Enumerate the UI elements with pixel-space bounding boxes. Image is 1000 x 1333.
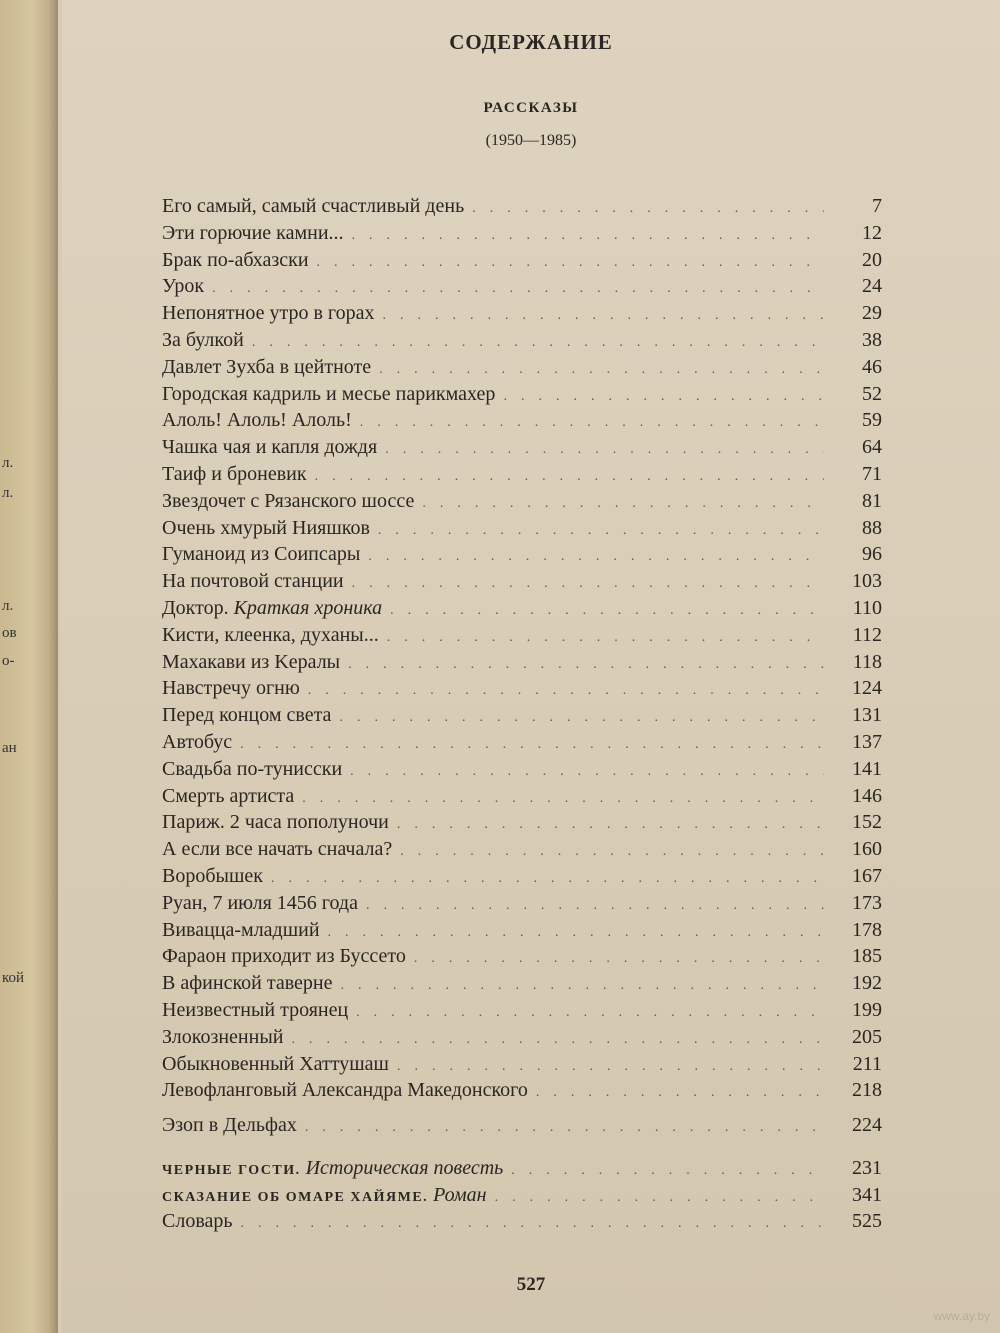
leader-dots <box>383 308 825 324</box>
entry-page-number: 341 <box>852 1183 882 1206</box>
entry-title: Левофланговый Александра Македонского <box>162 1079 528 1102</box>
entry-page-number: 12 <box>862 221 882 244</box>
leader-dots <box>379 362 824 378</box>
toc-entry-row <box>162 329 882 356</box>
toc-section-row <box>162 1184 882 1211</box>
leader-dots <box>302 791 824 807</box>
toc-entry-row <box>162 1026 882 1053</box>
entry-title: Гуманоид из Соипсары <box>162 543 361 566</box>
toc-entry-row <box>162 785 882 812</box>
leader-dots <box>397 1059 824 1075</box>
entry-page-number: 29 <box>862 302 882 325</box>
entry-page-number: 124 <box>852 677 882 700</box>
leader-dots <box>348 657 824 673</box>
leader-dots <box>352 576 824 592</box>
entry-title: На почтовой станции <box>162 570 344 593</box>
leader-dots <box>390 603 824 619</box>
entry-page-number: 211 <box>852 1052 882 1075</box>
toc-entry-row <box>162 490 882 517</box>
facing-page-fragment: ан <box>2 740 17 756</box>
section-heading: РАССКАЗЫ <box>483 100 579 116</box>
entry-page-number: 20 <box>862 248 882 271</box>
leader-dots <box>341 978 824 994</box>
toc-section-row <box>162 1157 882 1184</box>
leader-dots <box>291 1032 824 1048</box>
entry-page-number: 24 <box>862 275 882 298</box>
entry-page-number: 137 <box>852 730 882 753</box>
entry-page-number: 38 <box>862 328 882 351</box>
toc-entry-row <box>162 651 882 678</box>
leader-dots <box>241 1216 825 1232</box>
entry-title: Смерть артиста <box>162 784 295 807</box>
leader-dots <box>400 844 824 860</box>
entry-page-number: 192 <box>852 972 882 995</box>
entry-title: Городская кадриль и месье парикмахер <box>162 382 496 405</box>
entry-page-number: 64 <box>862 436 882 459</box>
entry-page-number: 110 <box>852 596 882 619</box>
leader-dots <box>472 201 824 217</box>
toc-page <box>62 0 1000 1333</box>
toc-entry-row <box>162 1114 882 1141</box>
toc-entry-row <box>162 195 882 222</box>
leader-dots <box>360 415 824 431</box>
entry-page-number: 224 <box>852 1114 882 1137</box>
entry-page-number: 96 <box>862 543 882 566</box>
entry-title: Звездочет с Рязанского шоссе <box>162 489 415 512</box>
entry-title: Очень хмурый Нияшков <box>162 516 370 539</box>
entry-page-number: 167 <box>852 864 882 887</box>
entry-page-number: 205 <box>852 1025 882 1048</box>
entry-page-number: 71 <box>862 462 882 485</box>
toc-entry-row <box>162 463 882 490</box>
facing-page-fragment: л. <box>2 455 14 471</box>
toc-entry-row <box>162 302 882 329</box>
table-of-contents <box>162 195 882 1237</box>
leader-dots <box>385 442 824 458</box>
leader-dots <box>495 1190 824 1206</box>
toc-entry-row <box>162 865 882 892</box>
entry-title: Давлет Зухба в цейтноте <box>162 355 372 378</box>
leader-dots <box>511 1163 824 1179</box>
toc-entry-row <box>162 517 882 544</box>
entry-page-number: 141 <box>852 757 882 780</box>
leader-dots <box>339 710 824 726</box>
facing-page-fragment: о- <box>2 653 15 669</box>
entry-title: В афинской таверне <box>162 972 333 995</box>
entry-title: Кисти, клеенка, духаны... <box>162 623 379 646</box>
toc-entry-row <box>162 945 882 972</box>
entry-title: Виваццa-младший <box>162 918 320 941</box>
entry-page-number: 118 <box>852 650 882 673</box>
entry-title: Чашка чая и капля дождя <box>162 436 378 459</box>
entry-title: Париж. 2 часа пополуночи <box>162 811 389 834</box>
leader-dots <box>240 737 824 753</box>
entry-subtitle: Историческая повесть <box>305 1156 504 1179</box>
leader-dots <box>356 1005 824 1021</box>
leader-dots <box>252 335 824 351</box>
entry-title: Брак по-абхазски <box>162 248 309 271</box>
toc-entry-row <box>162 436 882 463</box>
leader-dots <box>308 683 824 699</box>
entry-title: Урок <box>162 275 205 298</box>
entry-page-number: 112 <box>852 623 882 646</box>
toc-entry-row <box>162 972 882 999</box>
toc-entry-row <box>162 543 882 570</box>
entry-title: Воробышек <box>162 864 263 887</box>
entry-title: А если все начать сначала? <box>162 838 393 861</box>
entry-page-number: 525 <box>852 1210 882 1233</box>
section-years: (1950—1985) <box>485 132 577 149</box>
watermark: www.ay.by <box>933 1309 990 1323</box>
leader-dots <box>305 1120 824 1136</box>
toc-entry-row <box>162 597 882 624</box>
toc-entry-row <box>162 624 882 651</box>
entry-page-number: 199 <box>852 998 882 1021</box>
entry-page-number: 88 <box>862 516 882 539</box>
entry-page-number: 178 <box>852 918 882 941</box>
entry-title: Его самый, самый счастливый день <box>162 195 465 217</box>
entry-title: Навстречу огню <box>162 677 300 700</box>
entry-title: Неизвестный троянец <box>162 998 349 1021</box>
leader-dots <box>328 925 824 941</box>
toc-entry-row <box>162 811 882 838</box>
entry-title: Словарь <box>162 1210 233 1233</box>
leader-dots <box>366 898 824 914</box>
leader-dots <box>503 389 824 405</box>
toc-entry-row <box>162 1053 882 1080</box>
entry-title: Свадьба по-тунисски <box>162 757 343 780</box>
entry-title: Эзоп в Дельфах <box>162 1114 297 1137</box>
leader-dots <box>397 817 824 833</box>
entry-page-number: 218 <box>852 1079 882 1102</box>
toc-section-row <box>162 1210 882 1237</box>
entry-page-number: 7 <box>872 195 882 217</box>
leader-dots <box>422 496 824 512</box>
leader-dots <box>317 255 824 271</box>
toc-entry-row <box>162 570 882 597</box>
entry-page-number: 52 <box>862 382 882 405</box>
facing-page-fragment: кой <box>2 970 25 986</box>
entry-title: Злокозненный <box>162 1025 284 1048</box>
toc-entry-row <box>162 677 882 704</box>
toc-entry-row <box>162 838 882 865</box>
page-title: СОДЕРЖАНИЕ <box>449 30 613 54</box>
toc-entry-row <box>162 999 882 1026</box>
toc-entry-row <box>162 249 882 276</box>
facing-page-fragment: ов <box>2 625 17 641</box>
entry-page-number: 152 <box>852 811 882 834</box>
toc-entry-row <box>162 892 882 919</box>
entry-title: ЧЕРНЫЕ ГОСТИ. Историческая повесть <box>162 1156 504 1179</box>
toc-entry-row <box>162 356 882 383</box>
entry-page-number: 173 <box>852 891 882 914</box>
entry-title: СКАЗАНИЕ ОБ ОМАРЕ ХАЙЯМЕ. Роман <box>162 1183 487 1206</box>
entry-page-number: 231 <box>852 1156 882 1179</box>
entry-title: Таиф и броневик <box>162 462 307 485</box>
toc-entry-row <box>162 275 882 302</box>
toc-entry-row <box>162 731 882 758</box>
leader-dots <box>536 1085 824 1101</box>
toc-entry-row <box>162 409 882 436</box>
entry-title: Доктор. Краткая хроника <box>162 596 383 619</box>
entry-title: Непонятное утро в горах <box>162 302 375 325</box>
entry-title: За булкой <box>162 328 244 351</box>
toc-entry-row <box>162 222 882 249</box>
leader-dots <box>350 764 824 780</box>
toc-entry-row <box>162 919 882 946</box>
entry-page-number: 160 <box>852 838 882 861</box>
facing-page-fragment: л. <box>2 485 14 501</box>
entry-page-number: 103 <box>852 570 882 593</box>
leader-dots <box>414 951 824 967</box>
leader-dots <box>387 630 824 646</box>
entry-page-number: 185 <box>852 945 882 968</box>
entry-title: Алоль! Алоль! Алоль! <box>162 409 352 432</box>
entry-page-number: 146 <box>852 784 882 807</box>
facing-page-fragment: л. <box>2 598 14 614</box>
entry-page-number: 81 <box>862 489 882 512</box>
leader-dots <box>368 549 824 565</box>
entry-page-number: 46 <box>862 355 882 378</box>
entry-page-number: 131 <box>852 704 882 727</box>
entry-subtitle: Краткая хроника <box>233 596 383 619</box>
entry-title: Перед концом света <box>162 704 332 727</box>
entry-title: Фараон приходит из Буссето <box>162 945 406 968</box>
leader-dots <box>271 871 824 887</box>
leader-dots <box>212 281 824 297</box>
page-number: 527 <box>516 1274 546 1295</box>
entry-title: Руан, 7 июля 1456 года <box>162 891 358 914</box>
toc-entry-row <box>162 758 882 785</box>
toc-entry-row <box>162 383 882 410</box>
leader-dots <box>315 469 824 485</box>
entry-page-number: 59 <box>862 409 882 432</box>
entry-title: Эти горючие камни... <box>162 221 344 244</box>
leader-dots <box>378 523 824 539</box>
leader-dots <box>352 228 824 244</box>
entry-title: Обыкновенный Хаттушаш <box>162 1052 389 1075</box>
entry-subtitle: Роман <box>433 1183 487 1206</box>
toc-entry-row <box>162 704 882 731</box>
entry-title: Автобус <box>162 730 233 753</box>
toc-entry-row <box>162 1079 882 1106</box>
entry-title: Махакави из Keралы <box>162 650 341 673</box>
